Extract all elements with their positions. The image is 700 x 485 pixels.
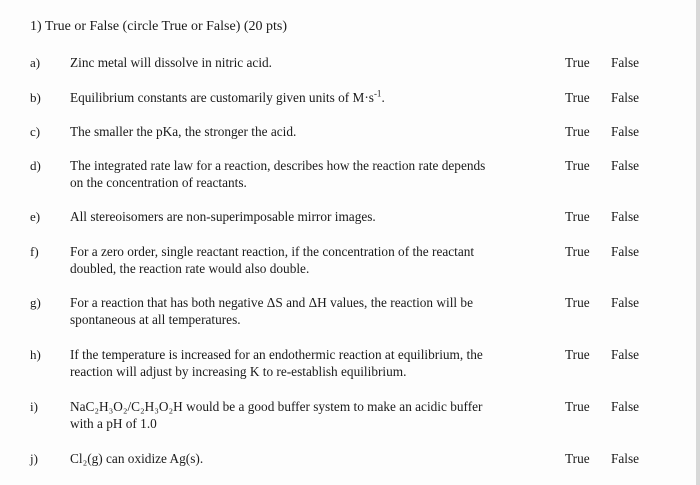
question-label: g) bbox=[30, 295, 41, 310]
question-text-end: . bbox=[381, 90, 385, 105]
question-label: c) bbox=[30, 124, 41, 139]
false-option[interactable]: False bbox=[611, 55, 640, 70]
question-line-2: spontaneous at all temperatures. bbox=[70, 311, 241, 327]
true-option[interactable]: True bbox=[565, 347, 590, 362]
superscript: -1 bbox=[373, 88, 382, 99]
question-line-2: with a pH of 1.0 bbox=[70, 415, 157, 431]
question-text bbox=[70, 90, 545, 107]
question-label: d) bbox=[30, 158, 41, 173]
question-label: j) bbox=[30, 451, 38, 466]
question-text bbox=[70, 295, 545, 328]
question-text bbox=[70, 399, 545, 432]
question-label: h) bbox=[30, 347, 41, 362]
question-text: Zinc metal will dissolve in nitric acid. bbox=[70, 55, 272, 70]
false-option[interactable]: False bbox=[611, 90, 640, 105]
question-label: e) bbox=[30, 209, 41, 224]
question-line-1: For a zero order, single reactant reaction, if the concentration of the reactant bbox=[70, 244, 475, 259]
question-text bbox=[70, 244, 545, 277]
false-option[interactable]: False bbox=[611, 124, 640, 139]
question-line-2: doubled, the reaction rate would also double. bbox=[70, 260, 310, 276]
page-edge-shadow bbox=[696, 0, 700, 485]
question-line-1: For a reaction that has both negative ΔS and ΔH values, the reaction will be bbox=[70, 295, 473, 310]
question-line-1: The integrated rate law for a reaction, describes how the reaction rate depends bbox=[70, 158, 486, 173]
true-option[interactable]: True bbox=[565, 158, 590, 173]
false-option[interactable]: False bbox=[611, 347, 640, 362]
question-text bbox=[70, 347, 545, 380]
true-option[interactable]: True bbox=[565, 209, 590, 224]
true-option[interactable]: True bbox=[565, 55, 590, 70]
question-text: The smaller the pKa, the stronger the acid. bbox=[70, 124, 297, 139]
question-line-1: NaC₂H₃O₂/C₂H₃O₂H would be a good buffer system to make an acidic buffer bbox=[70, 399, 483, 414]
true-option[interactable]: True bbox=[565, 244, 590, 259]
false-option[interactable]: False bbox=[611, 399, 640, 414]
true-option[interactable]: True bbox=[565, 295, 590, 310]
false-option[interactable]: False bbox=[611, 295, 640, 310]
question-text bbox=[70, 158, 545, 191]
true-option[interactable]: True bbox=[565, 399, 590, 414]
question-line-2: on the concentration of reactants. bbox=[70, 174, 247, 190]
question-title: 1) True or False (circle True or False) (20 pts) bbox=[30, 19, 288, 34]
true-option[interactable]: True bbox=[565, 124, 590, 139]
true-option[interactable]: True bbox=[565, 90, 590, 105]
question-text: All stereoisomers are non-superimposable mirror images. bbox=[70, 209, 376, 224]
false-option[interactable]: False bbox=[611, 209, 640, 224]
question-text: Cl₂(g) can oxidize Ag(s). bbox=[70, 451, 204, 466]
false-option[interactable]: False bbox=[611, 451, 640, 466]
question-line-1: If the temperature is increased for an endothermic reaction at equilibrium, the bbox=[70, 347, 483, 362]
question-line-2: reaction will adjust by increasing K to re-establish equilibrium. bbox=[70, 363, 407, 379]
false-option[interactable]: False bbox=[611, 244, 640, 259]
question-text-main: Equilibrium constants are customarily given units of M·s bbox=[70, 90, 374, 105]
question-label: b) bbox=[30, 90, 41, 105]
question-label: a) bbox=[30, 55, 41, 70]
question-label: f) bbox=[30, 244, 39, 259]
false-option[interactable]: False bbox=[611, 158, 640, 173]
question-label: i) bbox=[30, 399, 38, 414]
true-option[interactable]: True bbox=[565, 451, 590, 466]
